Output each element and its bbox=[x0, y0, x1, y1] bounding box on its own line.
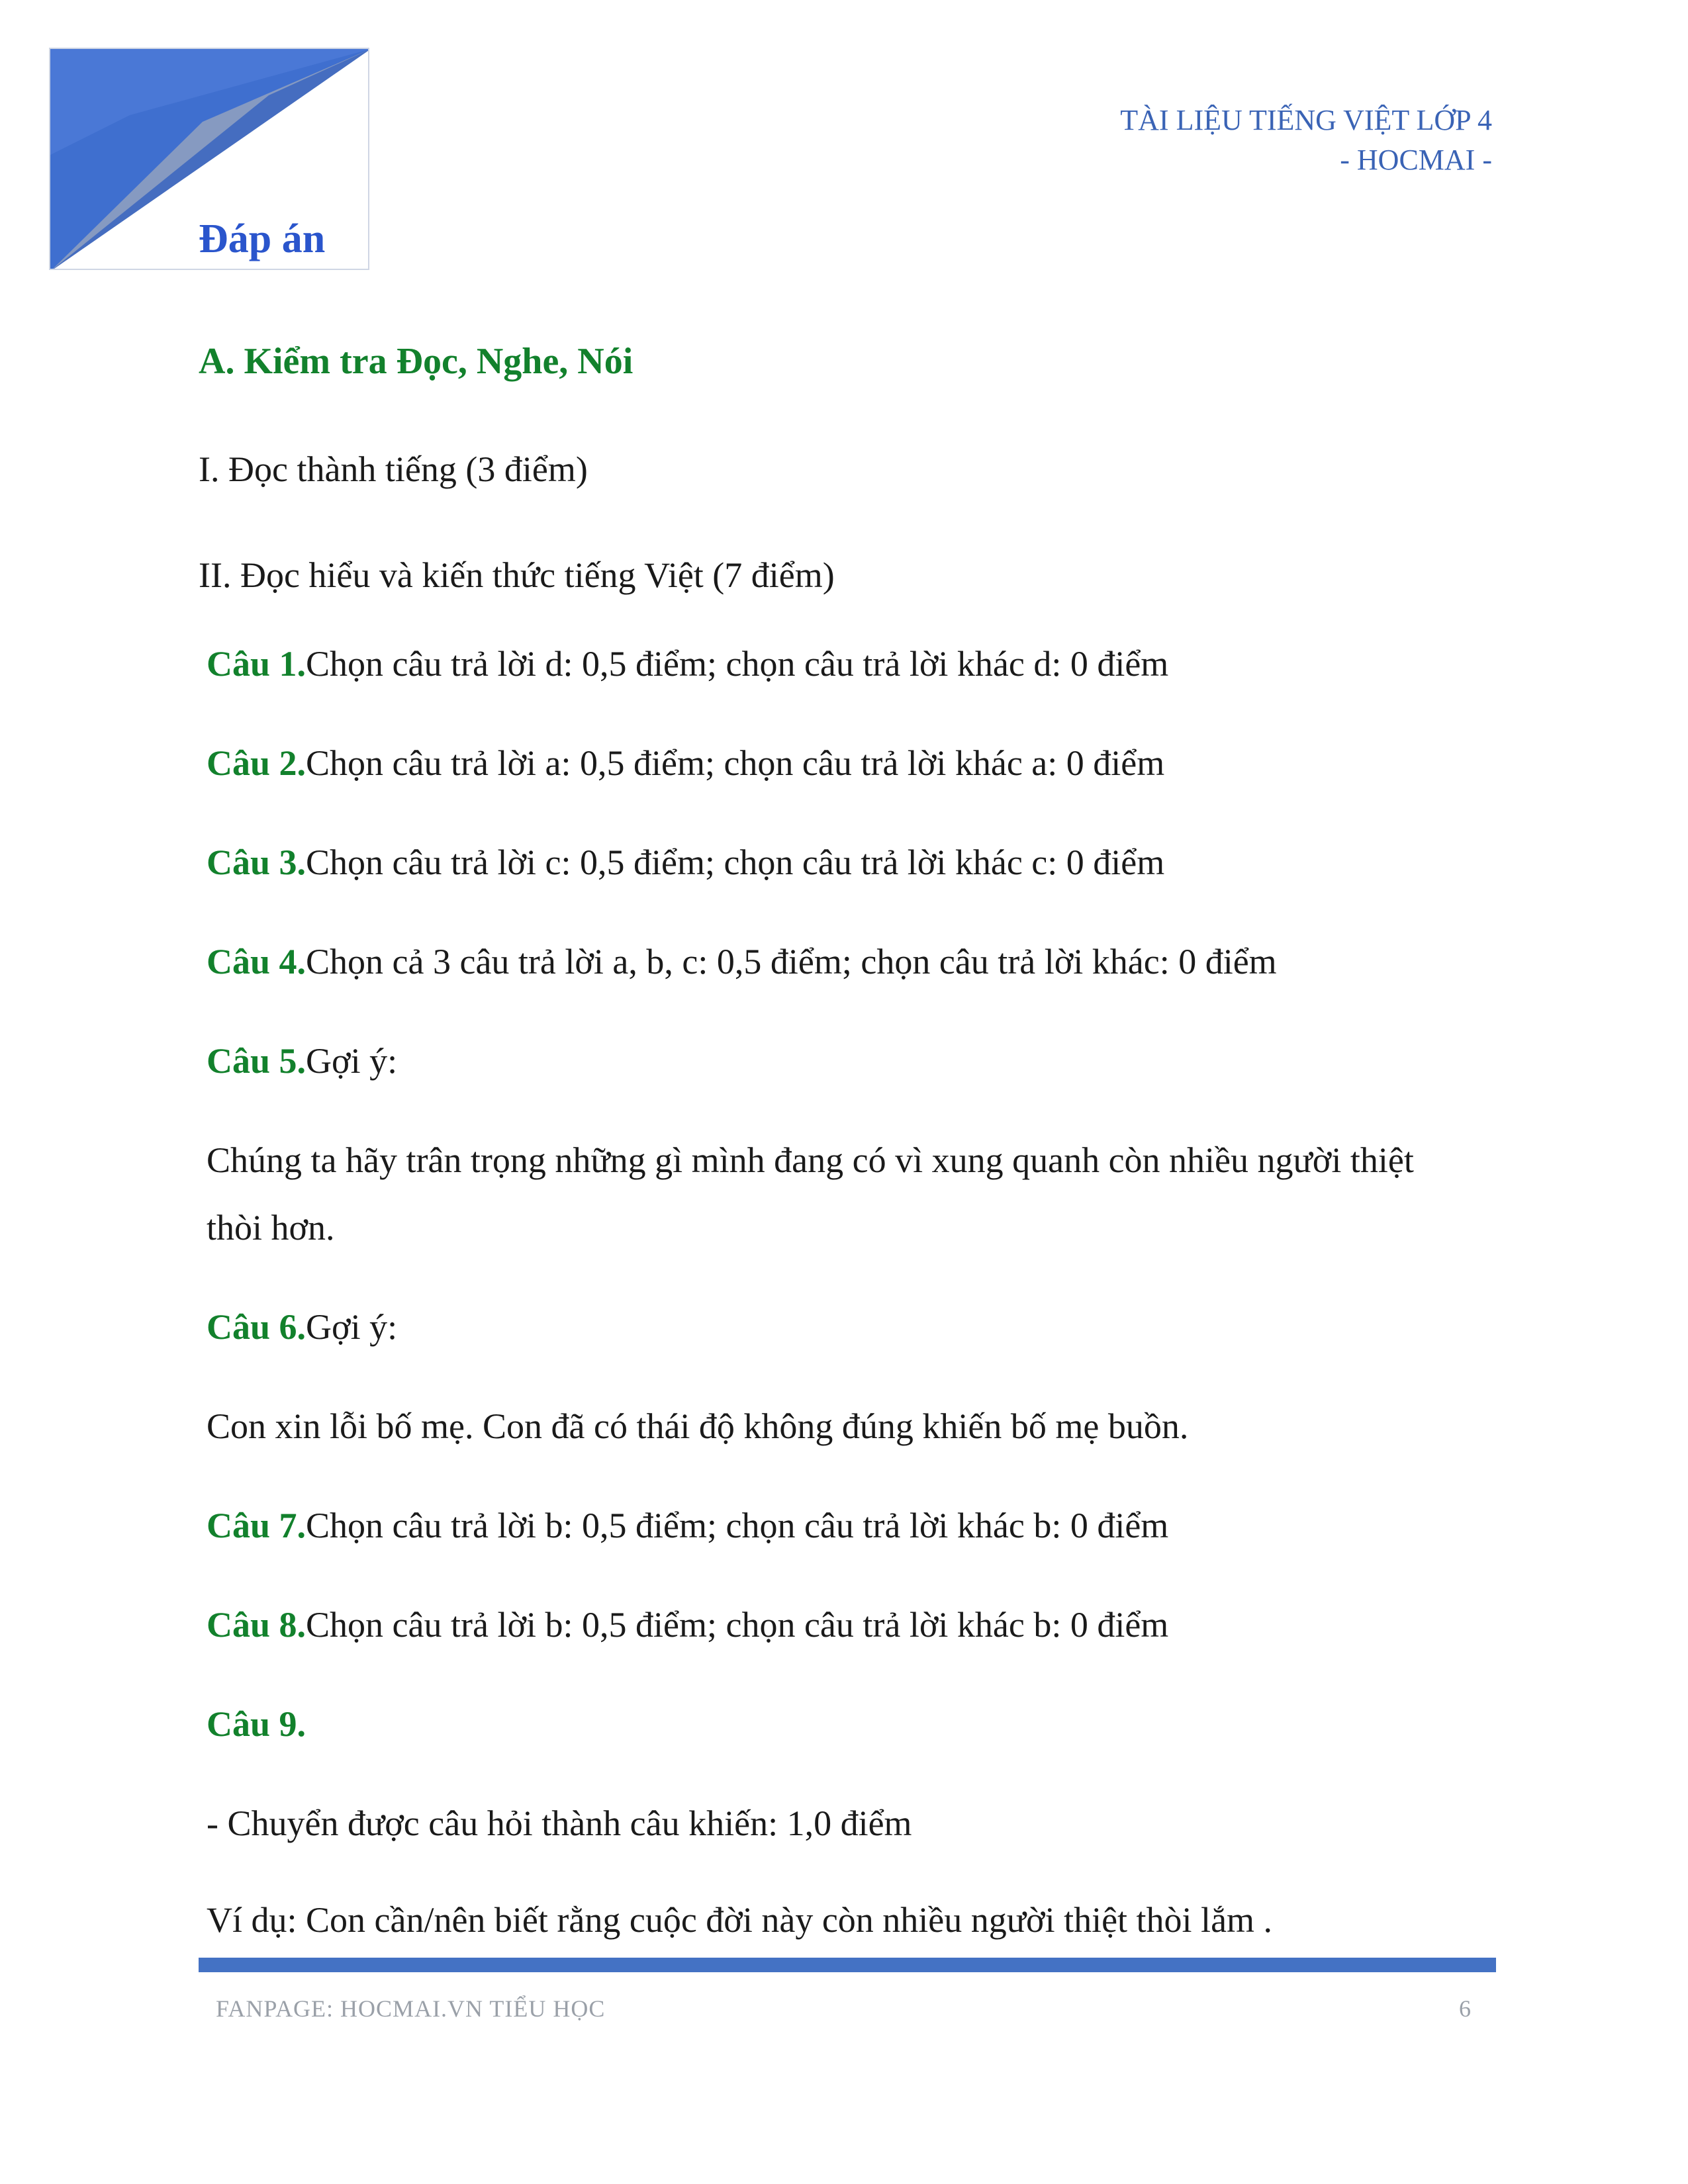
section-heading: A. Kiểm tra Đọc, Nghe, Nói bbox=[199, 341, 633, 382]
footer-fanpage: FANPAGE: HOCMAI.VN TIỂU HỌC bbox=[216, 1995, 606, 2022]
answer-example: Ví dụ: Con cần/nên biết rằng cuộc đời này còn nhiều người thiệt thòi lắm . bbox=[207, 1900, 1273, 1940]
question-item bbox=[207, 1607, 1168, 1643]
question-text: Gợi ý: bbox=[306, 1041, 398, 1081]
question-text: Chọn câu trả lời d: 0,5 điểm; chọn câu trả lời khác d: 0 điểm bbox=[306, 644, 1169, 684]
document-header bbox=[1120, 101, 1492, 180]
answer-text: Chúng ta hãy trân trọng những gì mình đang có vì xung quanh còn nhiều người thiệt bbox=[207, 1140, 1414, 1180]
header-brand: - HOCMAI - bbox=[1340, 144, 1492, 176]
question-text: Chọn câu trả lời b: 0,5 điểm; chọn câu trả lời khác b: 0 điểm bbox=[306, 1506, 1169, 1545]
question-label: Câu 9. bbox=[207, 1704, 306, 1744]
question-text: Chọn câu trả lời b: 0,5 điểm; chọn câu trả lời khác b: 0 điểm bbox=[306, 1605, 1169, 1645]
question-item bbox=[207, 646, 1168, 682]
question-label: Câu 3. bbox=[207, 842, 306, 882]
page-number: 6 bbox=[1459, 1995, 1471, 2022]
question-item bbox=[207, 1706, 306, 1742]
question-item bbox=[207, 745, 1164, 781]
question-item bbox=[207, 1309, 397, 1345]
question-label: Câu 4. bbox=[207, 942, 306, 981]
question-text: Gợi ý: bbox=[306, 1307, 398, 1347]
question-label: Câu 7. bbox=[207, 1506, 306, 1545]
part-heading-1: I. Đọc thành tiếng (3 điểm) bbox=[199, 449, 588, 489]
footer-rule bbox=[199, 1958, 1496, 1972]
answer-title: Đáp án bbox=[199, 216, 326, 261]
question-text: Chọn cả 3 câu trả lời a, b, c: 0,5 điểm; chọn câu trả lời khác: 0 điểm bbox=[306, 942, 1277, 981]
question-label: Câu 6. bbox=[207, 1307, 306, 1347]
question-label: Câu 8. bbox=[207, 1605, 306, 1645]
question-label: Câu 5. bbox=[207, 1041, 306, 1081]
question-item bbox=[207, 1043, 397, 1079]
question-label: Câu 1. bbox=[207, 644, 306, 684]
header-title: TÀI LIỆU TIẾNG VIỆT LỚP 4 bbox=[1120, 104, 1492, 136]
question-item bbox=[207, 844, 1164, 880]
question-item bbox=[207, 1508, 1168, 1543]
part-heading-2: II. Đọc hiểu và kiến thức tiếng Việt (7 điểm) bbox=[199, 555, 835, 595]
answer-text: thòi hơn. bbox=[207, 1208, 335, 1248]
question-text: Chọn câu trả lời c: 0,5 điểm; chọn câu trả lời khác c: 0 điểm bbox=[306, 842, 1165, 882]
question-item bbox=[207, 944, 1277, 979]
question-label: Câu 2. bbox=[207, 743, 306, 783]
question-text: Chọn câu trả lời a: 0,5 điểm; chọn câu trả lời khác a: 0 điểm bbox=[306, 743, 1165, 783]
answer-text: Con xin lỗi bố mẹ. Con đã có thái độ không đúng khiến bố mẹ buồn. bbox=[207, 1406, 1189, 1446]
answer-criterion: - Chuyển được câu hỏi thành câu khiến: 1,0 điểm bbox=[207, 1803, 912, 1843]
